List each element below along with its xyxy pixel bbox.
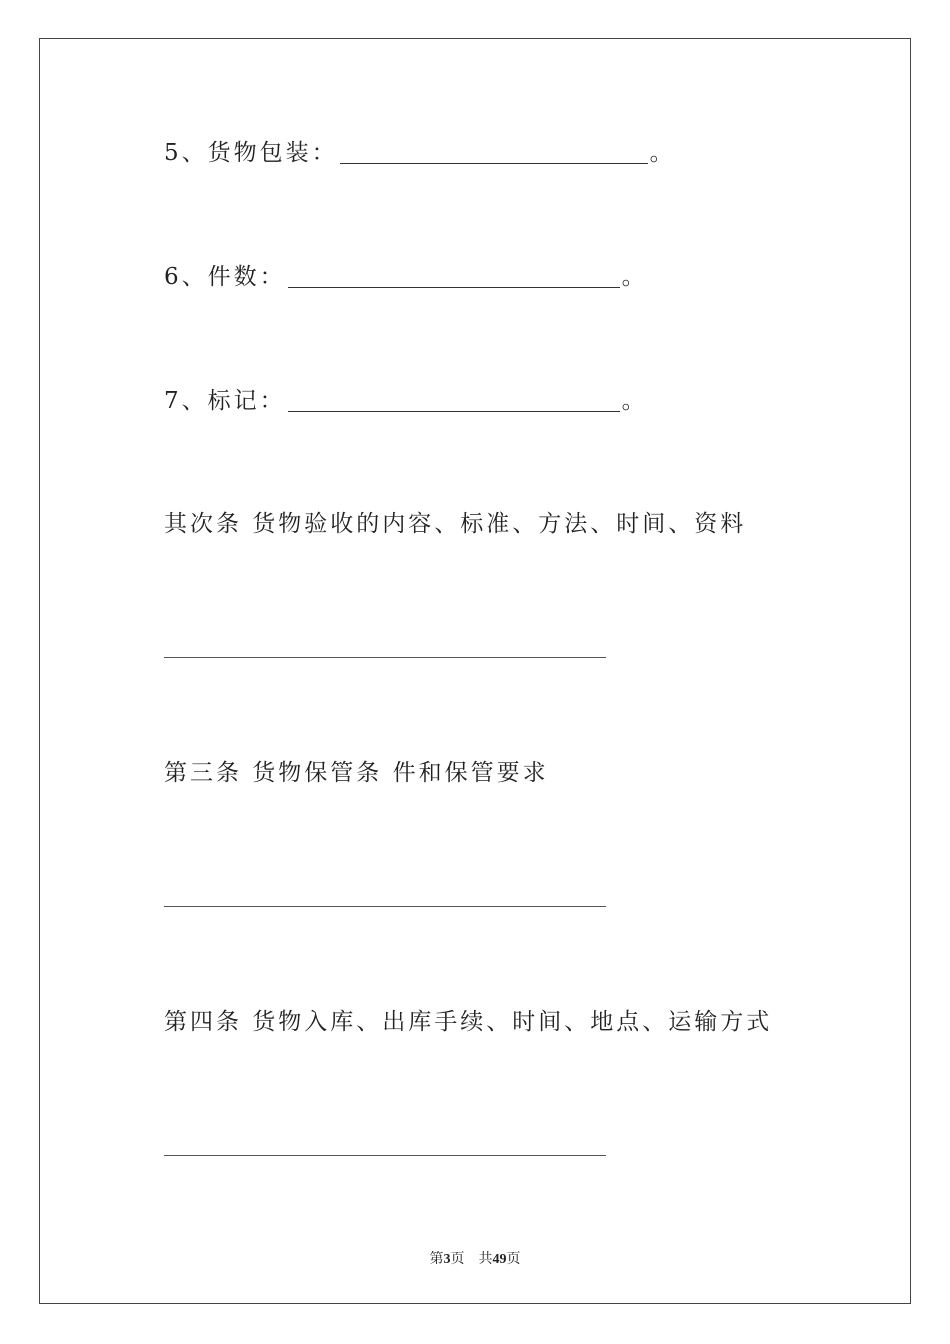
item-marking-label: 7、标记： — [164, 388, 286, 414]
clause-warehousing-blank-line[interactable] — [164, 1155, 606, 1156]
item-marking-end: 。 — [621, 388, 648, 414]
item-quantity-label: 6、件数： — [164, 264, 286, 290]
item-marking — [164, 386, 648, 416]
clause-heading-storage: 第三条 货物保管条 件和保管要求 — [164, 760, 549, 786]
item-quantity-end: 。 — [621, 264, 648, 290]
footer-page-prefix: 第 — [429, 1252, 444, 1267]
quantity-blank-field[interactable] — [288, 265, 620, 288]
marking-blank-field[interactable] — [288, 389, 620, 412]
footer-page-number: 3 — [443, 1252, 451, 1267]
clause-inspection-blank-line[interactable] — [164, 657, 606, 658]
item-quantity — [164, 262, 648, 292]
clause-heading-warehousing: 第四条 货物入库、出库手续、时间、地点、运输方式 — [164, 1009, 773, 1035]
footer-total-prefix: 共 — [478, 1252, 493, 1267]
packaging-blank-field[interactable] — [340, 141, 648, 164]
footer-total-pages: 49 — [492, 1252, 507, 1267]
item-packaging-label: 5、货物包装： — [164, 140, 338, 166]
item-packaging — [164, 138, 676, 168]
clause-heading-inspection: 其次条 货物验收的内容、标准、方法、时间、资料 — [164, 511, 747, 537]
item-packaging-end: 。 — [649, 140, 676, 166]
page-border — [39, 38, 911, 1304]
footer-page-suffix: 页 — [450, 1252, 465, 1267]
clause-storage-blank-line[interactable] — [164, 906, 606, 907]
footer-total-suffix: 页 — [506, 1252, 521, 1267]
page-footer — [0, 1248, 950, 1268]
